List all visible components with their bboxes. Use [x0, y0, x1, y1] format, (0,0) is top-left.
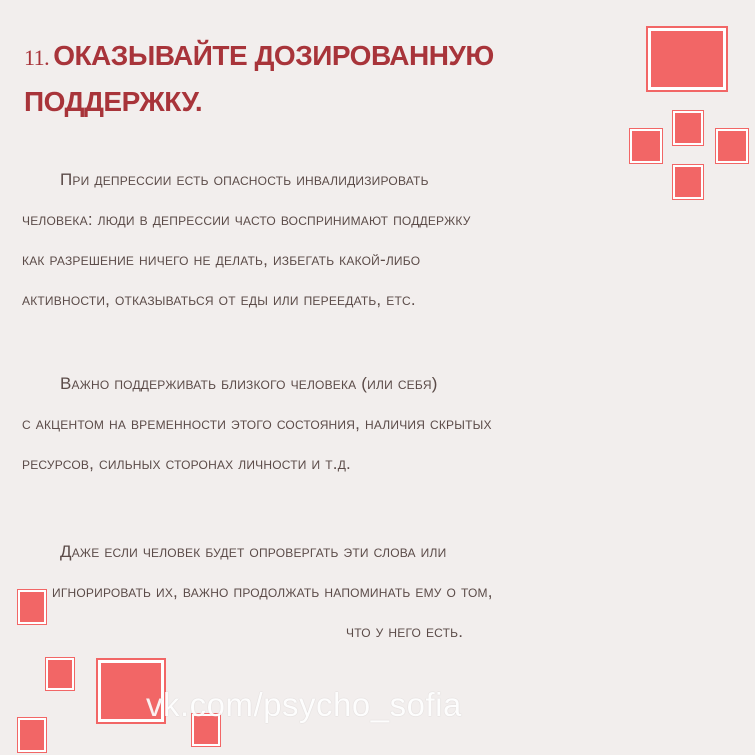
- paragraph-line: активности, отказываться от еды или переедать, етс.: [22, 290, 416, 309]
- decor-square-small: [675, 113, 701, 143]
- decor-square-large-top: [648, 28, 726, 90]
- decor-square-small: [48, 660, 72, 688]
- paragraph-line: что у него есть.: [346, 622, 464, 641]
- page-title: [24, 34, 544, 124]
- paragraph-line: ресурсов, сильных сторонах личности и т.д.: [22, 454, 351, 473]
- title-text-1: ОКАЗЫВАЙТЕ ДОЗИРОВАННУЮ: [53, 40, 494, 71]
- paragraph-line: Важно поддерживать близкого человека (или себя): [60, 374, 438, 393]
- paragraph-3: [22, 532, 493, 652]
- paragraph-2: [22, 364, 492, 484]
- paragraph-line: игнорировать их, важно продолжать напоминать ему о том,: [52, 582, 493, 601]
- title-line-2: ПОДДЕРЖКУ.: [24, 86, 203, 117]
- paragraph-line: как разрешение ничего не делать, избегать какой-либо: [22, 250, 421, 269]
- watermark-text: vk.com/psycho_sofia: [146, 686, 462, 723]
- decor-square-small: [718, 131, 746, 161]
- title-number: 11.: [24, 45, 50, 70]
- decor-square-small: [20, 720, 44, 750]
- paragraph-line: человека: люди в депрессии часто воспринимают поддержку: [22, 210, 471, 229]
- decor-square-small: [632, 131, 660, 161]
- paragraph-line: При депрессии есть опасность инвалидизировать: [60, 170, 429, 189]
- paragraph-1: [22, 160, 471, 320]
- paragraph-line: с акцентом на временности этого состояния, наличия скрытых: [22, 414, 492, 433]
- decor-square-small: [675, 167, 701, 197]
- paragraph-line: Даже если человек будет опровергать эти слова или: [60, 542, 447, 561]
- title-line-1: [24, 34, 544, 80]
